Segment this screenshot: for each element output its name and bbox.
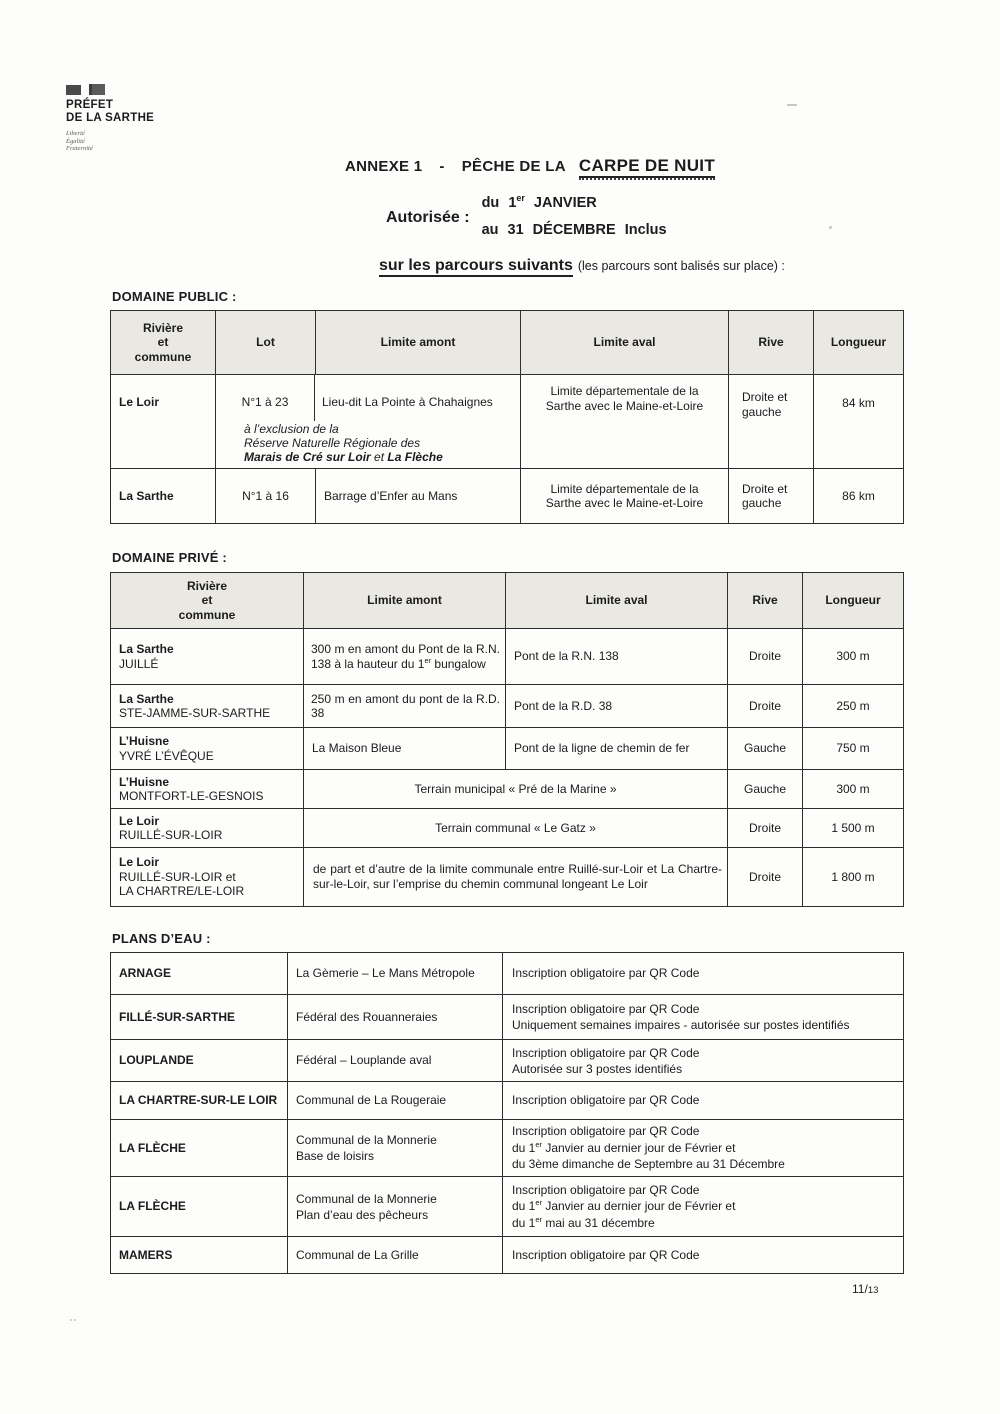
cell-parcours: Terrain municipal « Pré de la Marine » <box>304 770 728 809</box>
cell-riviere: Le Loir <box>111 375 216 469</box>
cell-limite-amont: La Maison Bleue <box>304 728 506 770</box>
scan-artifact <box>70 1319 72 1321</box>
cell-limite-amont: 300 m en amont du Pont de la R.N. 138 à la hauteur du 1er bungalow <box>304 629 506 685</box>
cell-riviere <box>111 728 304 770</box>
agency-name <box>66 99 154 125</box>
cell-longueur: 1 500 m <box>803 809 904 848</box>
table-row <box>111 1040 904 1082</box>
cell-rive: Gauche <box>728 770 803 809</box>
table-row <box>111 1177 904 1237</box>
cell-longueur: 1 800 m <box>803 848 904 907</box>
motto <box>66 130 154 153</box>
cell-rive: Droite <box>728 848 803 907</box>
table-header-row <box>111 311 904 375</box>
cell-parcours: Terrain communal « Le Gatz » <box>304 809 728 848</box>
commune-name: STE-JAMME-SUR-SARTHE <box>119 706 271 720</box>
cell-commune: LOUPLANDE <box>111 1040 288 1082</box>
agency-line2: DE LA SARTHE <box>66 112 155 124</box>
title-subject: CARPE DE NUIT <box>579 156 715 180</box>
section-heading-domaine-prive: DOMAINE PRIVÉ : <box>112 550 227 565</box>
cell-exclusion-note: à l’exclusion de la Réserve Naturelle Régionale des Marais de Cré sur Loir et La Flèche <box>244 422 443 464</box>
table-header-row <box>111 573 904 629</box>
subtitle-bold: sur les parcours suivants <box>379 257 573 277</box>
section-heading-domaine-public: DOMAINE PUBLIC : <box>112 289 237 304</box>
cell-longueur: 300 m <box>803 770 904 809</box>
cell-longueur: 86 km <box>814 469 904 524</box>
cell-longueur: 750 m <box>803 728 904 770</box>
cell-rive: Droite <box>728 685 803 728</box>
cell-lot: N°1 à 16 <box>216 469 316 524</box>
river-name: La Sarthe <box>119 691 174 706</box>
cell-conditions: Inscription obligatoire par QR Code <box>503 953 904 995</box>
cell-riviere <box>111 848 304 907</box>
cell-plan-eau: Communal de La Grille <box>288 1237 503 1274</box>
table-row <box>111 469 904 524</box>
table-row <box>111 728 904 770</box>
cell-longueur: 84 km <box>814 375 904 469</box>
plans-eau-table <box>110 952 904 1274</box>
cell-longueur: 250 m <box>803 685 904 728</box>
river-name: Le Loir <box>119 855 160 870</box>
cell-limite-amont: Barrage d’Enfer au Mans <box>316 469 521 524</box>
commune-name: RUILLÉ-SUR-LOIR et LA CHARTRE/LE-LOIR <box>119 869 245 899</box>
domaine-prive-table <box>110 572 904 907</box>
subtitle <box>379 257 785 275</box>
page-title <box>345 156 715 176</box>
cell-limite-aval: Limite départementale de la Sarthe avec le Maine-et-Loire <box>521 469 729 524</box>
commune-name: JUILLÉ <box>119 656 159 671</box>
cell-conditions: Inscription obligatoire par QR Code <box>503 1237 904 1274</box>
column-header-rive: Rive <box>729 311 814 375</box>
domaine-public-table <box>110 310 904 524</box>
river-name: La Sarthe <box>119 642 174 656</box>
motto-fraternite: Fraternité <box>66 145 93 152</box>
authorization-block <box>386 195 667 238</box>
cell-lot-amont <box>216 375 521 469</box>
authorization-end: au 31 DÉCEMBRE Inclus <box>481 222 667 238</box>
page-separator: / <box>864 1282 868 1296</box>
table-row <box>111 1237 904 1274</box>
column-header-longueur: Longueur <box>803 573 904 629</box>
annexe-label: ANNEXE 1 <box>345 158 423 175</box>
page-number <box>852 1282 878 1296</box>
cell-rive: Droite et gauche <box>729 375 814 469</box>
page-total: 13 <box>867 1285 879 1296</box>
cell-rive: Droite <box>728 629 803 685</box>
subtitle-note: (les parcours sont balisés sur place) : <box>577 259 785 273</box>
commune-name: RUILLÉ-SUR-LOIR <box>119 828 223 842</box>
river-name: L’Huisne <box>119 734 170 748</box>
commune-name: YVRÉ L’ÉVÊQUE <box>119 748 214 763</box>
cell-plan-eau: Communal de La Rougeraie <box>288 1082 503 1120</box>
column-header-limite-amont: Limite amont <box>304 573 506 629</box>
cell-conditions: Inscription obligatoire par QR Code Uniquement semaines impaires - autorisée sur postes identifiés <box>503 995 904 1040</box>
column-header-limite-amont: Limite amont <box>316 311 521 375</box>
table-row <box>111 770 904 809</box>
column-header-limite-aval: Limite aval <box>521 311 729 375</box>
cell-plan-eau: Fédéral des Rouanneraies <box>288 995 503 1040</box>
column-header-riviere: Rivière et commune <box>111 573 304 629</box>
motto-liberte: Liberté <box>66 130 85 137</box>
agency-line1: PRÉFET <box>66 99 114 111</box>
cell-limite-aval: Pont de la R.N. 138 <box>506 629 728 685</box>
cell-rive: Droite et gauche <box>729 469 814 524</box>
table-row <box>111 848 904 907</box>
cell-commune: LA FLÈCHE <box>111 1120 288 1177</box>
title-dash: - <box>439 158 445 175</box>
cell-conditions: Inscription obligatoire par QR Code du 1er Janvier au dernier jour de Février et du 1er mai au 31 décembre <box>503 1177 904 1237</box>
flag-block-icon <box>89 84 105 95</box>
table-row <box>111 375 904 469</box>
cell-plan-eau: Communal de la Monnerie Plan d’eau des pêcheurs <box>288 1177 503 1237</box>
cell-riviere: La Sarthe <box>111 469 216 524</box>
cell-commune: FILLÉ-SUR-SARTHE <box>111 995 288 1040</box>
cell-conditions: Inscription obligatoire par QR Code du 1er Janvier au dernier jour de Février et du 3ème dimanche de Septembre au 31 Décembre <box>503 1120 904 1177</box>
scan-artifact <box>787 104 797 106</box>
cell-parcours: de part et d’autre de la limite communale entre Ruillé-sur-Loir et La Chartre-sur-le-Loir, sur l’emprise du chemin communal longeant Le Loir <box>304 848 728 907</box>
cell-commune: LA CHARTRE-SUR-LE LOIR <box>111 1082 288 1120</box>
cell-limite-aval: Pont de la R.D. 38 <box>506 685 728 728</box>
cell-lot: N°1 à 23 <box>216 375 315 421</box>
flag-block-icon <box>66 85 81 95</box>
republique-francaise-logo-icon <box>66 84 154 95</box>
cell-longueur: 300 m <box>803 629 904 685</box>
motto-egalite: Égalité <box>66 137 85 145</box>
cell-riviere <box>111 809 304 848</box>
cell-limite-amont: 250 m en amont du pont de la R.D. 38 <box>304 685 506 728</box>
table-row <box>111 629 904 685</box>
cell-riviere <box>111 629 304 685</box>
cell-limite-aval: Pont de la ligne de chemin de fer <box>506 728 728 770</box>
table-row <box>111 995 904 1040</box>
authorization-period <box>482 195 667 238</box>
table-row <box>111 1120 904 1177</box>
column-header-riviere: Rivière et commune <box>111 311 216 375</box>
table-row <box>111 685 904 728</box>
section-heading-plans-eau: PLANS D’EAU : <box>112 931 211 946</box>
cell-riviere <box>111 770 304 809</box>
cell-commune: ARNAGE <box>111 953 288 995</box>
cell-plan-eau: Fédéral – Louplande aval <box>288 1040 503 1082</box>
cell-conditions: Inscription obligatoire par QR Code Autorisée sur 3 postes identifiés <box>503 1040 904 1082</box>
river-name: L’Huisne <box>119 774 170 789</box>
cell-plan-eau: La Gèmerie – Le Mans Métropole <box>288 953 503 995</box>
authorization-start: du 1er JANVIER <box>481 193 597 211</box>
table-row <box>111 953 904 995</box>
column-header-lot: Lot <box>216 311 316 375</box>
column-header-limite-aval: Limite aval <box>506 573 728 629</box>
column-header-rive: Rive <box>728 573 803 629</box>
cell-limite-aval: Limite départementale de la Sarthe avec le Maine-et-Loire <box>521 375 729 469</box>
river-name: Le Loir <box>119 813 160 828</box>
column-header-longueur: Longueur <box>814 311 904 375</box>
cell-riviere <box>111 685 304 728</box>
title-prefix: PÊCHE DE LA <box>461 158 566 175</box>
cell-rive: Gauche <box>728 728 803 770</box>
scan-artifact <box>829 226 832 229</box>
table-row <box>111 809 904 848</box>
cell-plan-eau: Communal de la Monnerie Base de loisirs <box>288 1120 503 1177</box>
cell-commune: MAMERS <box>111 1237 288 1274</box>
cell-commune: LA FLÈCHE <box>111 1177 288 1237</box>
page-current: 11 <box>852 1282 865 1296</box>
authorization-label: Autorisée : <box>386 209 470 226</box>
cell-conditions: Inscription obligatoire par QR Code <box>503 1082 904 1120</box>
cell-rive: Droite <box>728 809 803 848</box>
table-row <box>111 1082 904 1120</box>
letterhead <box>66 84 154 153</box>
cell-limite-amont: Lieu-dit La Pointe à Chahaignes <box>322 395 493 409</box>
commune-name: MONTFORT-LE-GESNOIS <box>119 789 264 803</box>
